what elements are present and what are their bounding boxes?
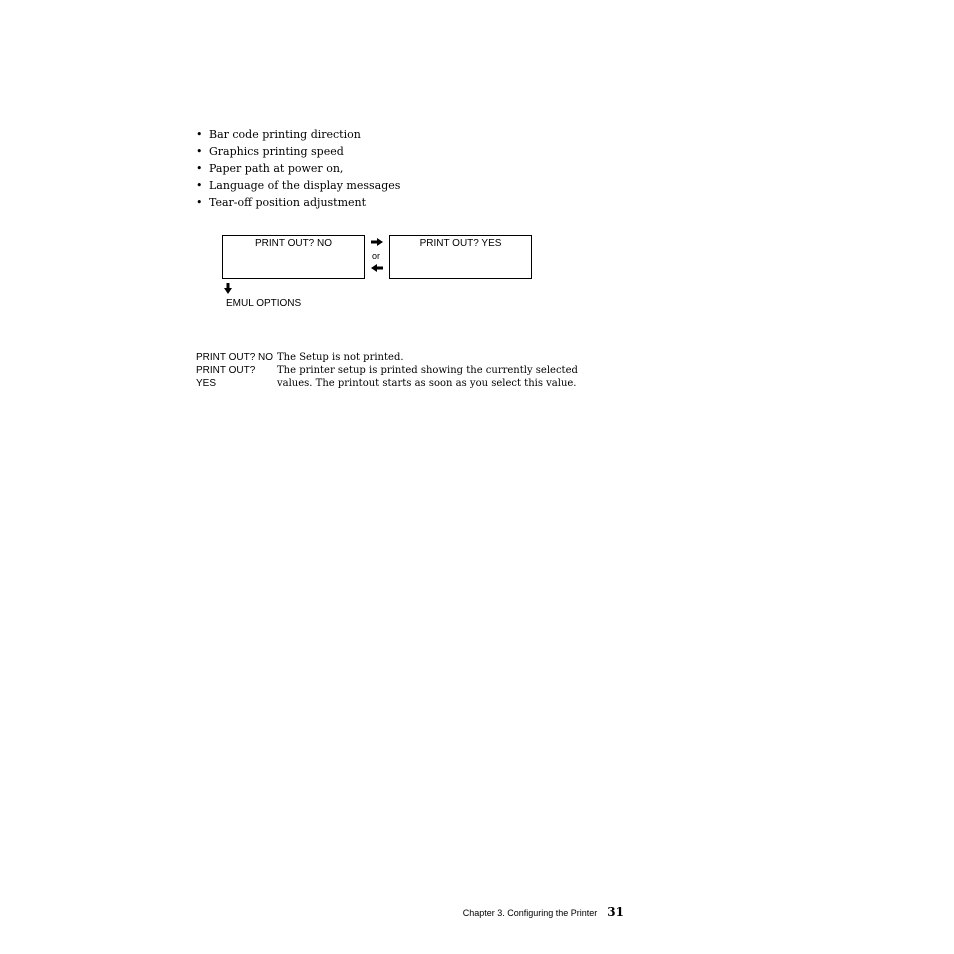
definition-row: [196, 351, 616, 364]
list-item-text: Paper path at power on,: [209, 162, 344, 175]
list-item: [196, 143, 400, 160]
list-item-text: Graphics printing speed: [209, 145, 344, 158]
list-item-text: Bar code printing direction: [209, 128, 361, 141]
arrow-left-icon: [371, 264, 383, 272]
next-menu-label: EMUL OPTIONS: [226, 298, 302, 309]
definition-list: [196, 351, 616, 390]
display-box-no: PRINT OUT? NO: [222, 235, 365, 279]
definition-term: PRINT OUT? YES: [196, 365, 256, 389]
bullet-icon: •: [196, 145, 203, 158]
bullet-icon: •: [196, 162, 203, 175]
list-item: [196, 177, 400, 194]
bullet-icon: •: [196, 179, 203, 192]
list-item: [196, 194, 400, 211]
list-item-text: Language of the display messages: [209, 179, 401, 192]
or-label: or: [372, 251, 381, 261]
list-item-text: Tear-off position adjustment: [209, 196, 367, 209]
definition-row: [196, 364, 616, 390]
bullet-list: [196, 126, 400, 211]
definition-description: The Setup is not printed.: [277, 352, 404, 363]
display-box-yes: PRINT OUT? YES: [389, 235, 532, 279]
bullet-icon: •: [196, 196, 203, 209]
definition-term: PRINT OUT? NO: [196, 352, 274, 363]
list-item: [196, 126, 400, 143]
list-item: [196, 160, 400, 177]
arrow-down-icon: [224, 283, 232, 294]
bullet-icon: •: [196, 128, 203, 141]
arrow-right-icon: [371, 238, 383, 246]
definition-description: The printer setup is printed showing the currently selected values. The printout starts as soon as you select this value.: [277, 365, 578, 389]
page-footer: [463, 901, 624, 920]
chapter-title: Chapter 3. Configuring the Printer: [462, 908, 598, 918]
page-number: 31: [607, 905, 624, 919]
